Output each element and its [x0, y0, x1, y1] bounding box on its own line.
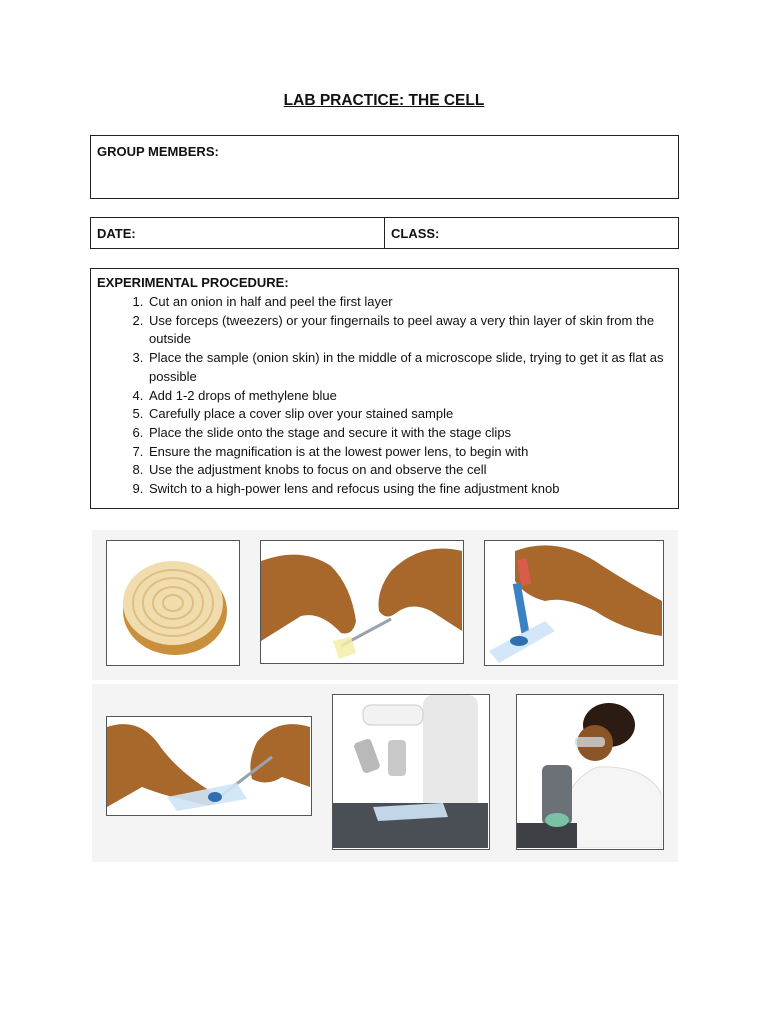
date-class-box [90, 217, 679, 249]
date-label: DATE: [97, 226, 136, 241]
procedure-step: 2. Use forceps (tweezers) or your fingernails to peel away a very thin layer of skin from the outside [147, 312, 672, 349]
peeling-onion-skin-icon [260, 540, 464, 664]
page-title: LAB PRACTICE: THE CELL [283, 92, 485, 109]
procedure-step: 9. Switch to a high-power lens and refocus using the fine adjustment knob [147, 480, 672, 499]
cover-slip-placement-icon [106, 716, 312, 816]
scientist-at-microscope-icon [516, 694, 664, 850]
procedure-heading: EXPERIMENTAL PROCEDURE: [97, 275, 289, 290]
procedure-step: 3. Place the sample (onion skin) in the middle of a microscope slide, trying to get it as flat as possible [147, 349, 672, 386]
procedure-step: 5. Carefully place a cover slip over your stained sample [147, 405, 672, 424]
procedure-step: 8. Use the adjustment knobs to focus on and observe the cell [147, 461, 672, 480]
group-members-label: GROUP MEMBERS: [97, 144, 219, 159]
procedure-step: 7. Ensure the magnification is at the lowest power lens, to begin with [147, 443, 672, 462]
dropper-methylene-blue-icon [484, 540, 664, 666]
procedure-step: 4. Add 1-2 drops of methylene blue [147, 387, 672, 406]
procedure-box [90, 268, 679, 509]
procedure-steps [97, 293, 672, 499]
procedure-step: 6. Place the slide onto the stage and secure it with the stage clips [147, 424, 672, 443]
microscope-icon [332, 694, 490, 850]
onion-half-icon [106, 540, 240, 666]
class-cell[interactable] [385, 218, 678, 248]
date-cell[interactable] [91, 218, 385, 248]
class-label: CLASS: [391, 226, 440, 241]
procedure-step: 1. Cut an onion in half and peel the first layer [147, 293, 672, 312]
group-members-box[interactable] [90, 135, 679, 199]
